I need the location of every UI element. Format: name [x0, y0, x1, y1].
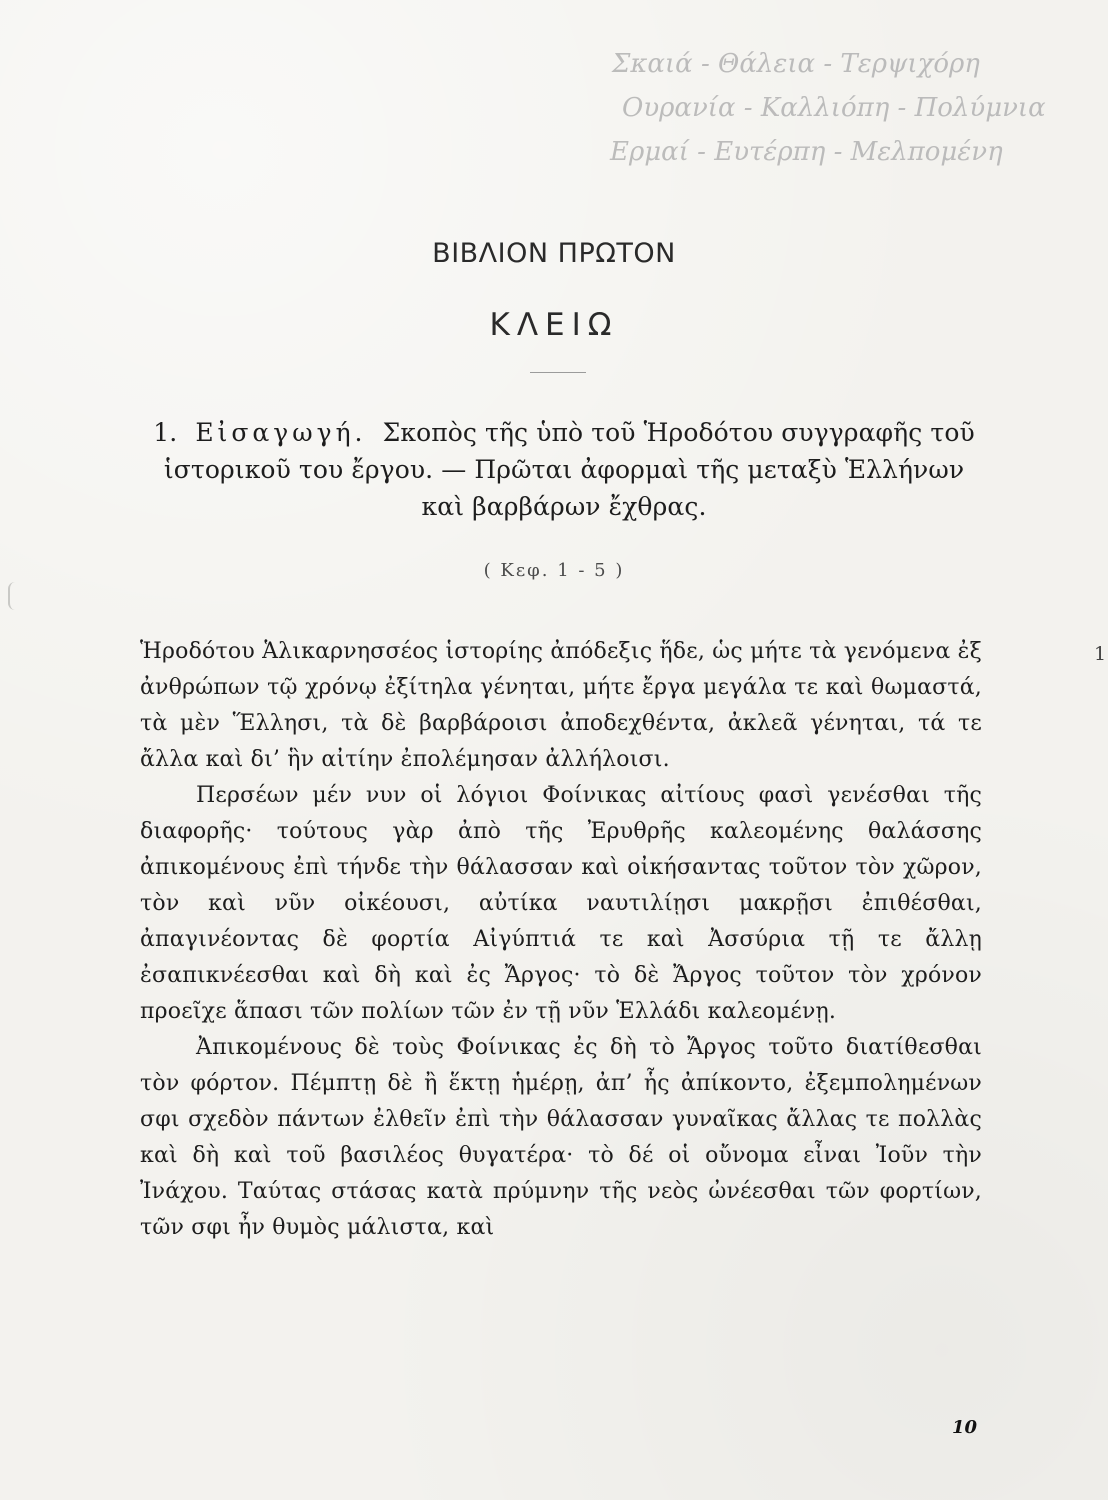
section-label: Εἰσαγωγή. [195, 418, 367, 447]
margin-line-number: 1 [1094, 643, 1107, 665]
handwritten-line-2: Ουρανία - Καλλιόπη - Πολύμνια [622, 93, 1046, 123]
paragraph-3: Ἀπικομένους δὲ τοὺς Φοίνικας ἐς δὴ τὸ Ἄργος τοῦτο διατίθεσθαι τὸν φόρτον. Πέμπτῃ δὲ ἢ ἕκτῃ ἡμέρῃ, ἀπ’ ἧς ἀπίκοντο, ἐξεμπολημένων σφι σχεδὸν πάντων ἐλθεῖν ἐπὶ τὴν θάλασσαν γυναῖκας ἄλλας τε πολλὰς καὶ δὴ καὶ τοῦ βασιλέος θυγατέρα· τὸ δέ οἱ οὔνομα εἶναι Ἰοῦν τὴν Ἰνάχου. Ταύτας στάσας κατὰ πρύμνην τῆς νεὸς ὠνέεσθαι τῶν φορτίων, τῶν σφι ἦν θυμὸς μάλιστα, καὶ [140, 1035, 982, 1240]
page-number: 10 [952, 1417, 978, 1438]
handwritten-line-1: Σκαιά - Θάλεια - Τερψιχόρη [612, 49, 980, 79]
paragraph-1: Ἡροδότου Ἁλικαρνησσέος ἱστορίης ἀπόδεξις ἥδε, ὡς μήτε τὰ γενόμενα ἐξ ἀνθρώπων τῷ χρόνῳ ἐξίτηλα γένηται, μήτε ἔργα μεγάλα τε καὶ θωμαστά, τὰ μὲν Ἕλλησι, τὰ δὲ βαρβάροισι ἀποδεχθέντα, ἀκλεᾶ γένηται, τά τε ἄλλα καὶ δι’ ἣν αἰτίην ἐπολέμησαν ἀλλήλοισι. [140, 639, 982, 772]
book-heading: ΒΙΒΛΙΟΝ ΠΡΩΤΟΝ [432, 238, 676, 269]
book-title: ΚΛΕΙΩ [489, 307, 619, 343]
section-text: Σκοπὸς τῆς ὑπὸ τοῦ Ἡροδότου συγγραφῆς τοῦ ἱστορικοῦ του ἔργου. — Πρῶται ἀφορμαὶ τῆς μεταξὺ Ἑλλήνων καὶ βαρβάρων ἔχθρας. [163, 418, 975, 521]
body-text [140, 634, 982, 1246]
handwritten-line-3: Ερμαί - Ευτέρπη - Μελπομένη [610, 137, 1003, 167]
chapter-reference: ( Κεφ. 1 - 5 ) [483, 560, 625, 581]
handwritten-annotation [600, 24, 1100, 184]
paragraph-2: Περσέων μέν νυν οἱ λόγιοι Φοίνικας αἰτίους φασὶ γενέσθαι τῆς διαφορῆς· τούτους γὰρ ἀπὸ τῆς Ἐρυθρῆς καλεομένης θαλάσσης ἀπικομένους ἐπὶ τήνδε τὴν θάλασσαν καὶ οἰκήσαντας τοῦτον τὸν χῶρον, τὸν καὶ νῦν οἰκέουσι, αὐτίκα ναυτιλίῃσι μακρῇσι ἐπιθέσθαι, ἀπαγινέοντας δὲ φορτία Αἰγύπτιά τε καὶ Ἀσσύρια τῇ τε ἄλλῃ ἐσαπικνέεσθαι καὶ δὴ καὶ ἐς Ἄργος· τὸ δὲ Ἄργος τοῦτον τὸν χρόνον προεῖχε ἅπασι τῶν πολίων τῶν ἐν τῇ νῦν Ἑλλάδι καλεομένῃ. [140, 783, 982, 1024]
title-rule [530, 372, 586, 373]
handwriting-svg [600, 24, 1100, 184]
section-heading [144, 414, 984, 525]
section-number: 1. [153, 418, 178, 447]
scan-edge-mark [8, 582, 22, 610]
